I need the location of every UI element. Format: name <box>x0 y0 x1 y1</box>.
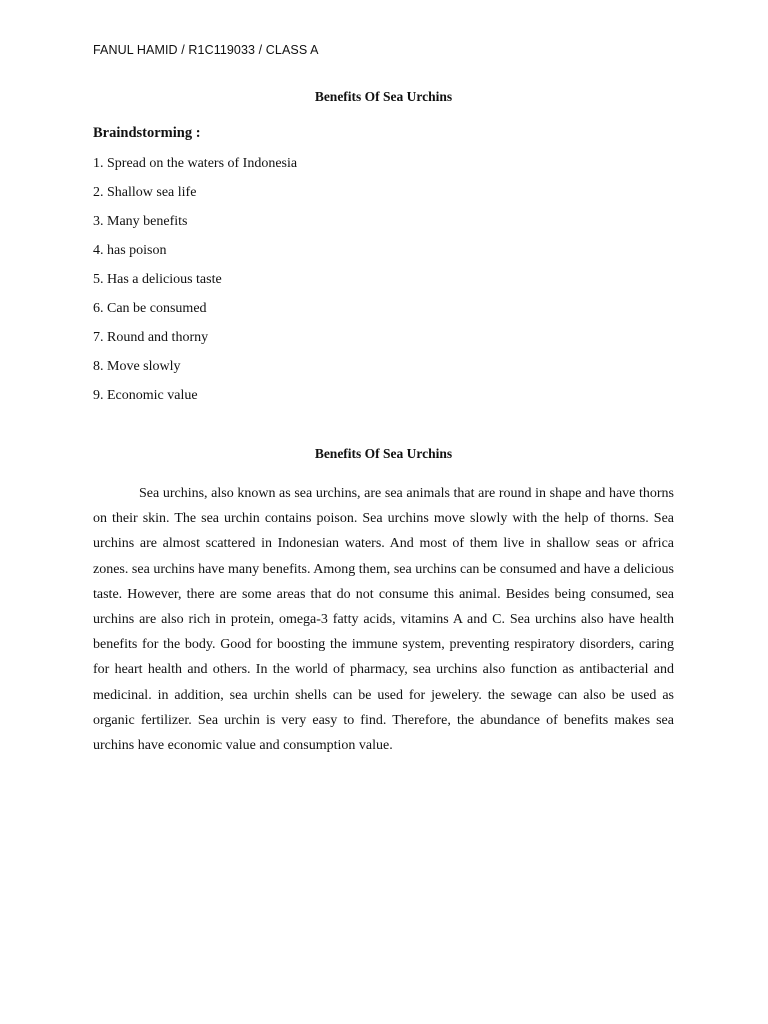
list-item: 8. Move slowly <box>93 359 181 374</box>
list-item: 2. Shallow sea life <box>93 185 197 200</box>
list-item: 1. Spread on the waters of Indonesia <box>93 156 298 171</box>
list-item: 6. Can be consumed <box>93 301 207 316</box>
brainstorming-list <box>93 156 297 417</box>
list-item: 5. Has a delicious taste <box>93 272 222 287</box>
brainstorming-label: Braindstorming : <box>93 125 201 141</box>
page-header: FANUL HAMID / R1C119033 / CLASS A <box>93 43 319 57</box>
list-item: 4. has poison <box>93 243 167 258</box>
list-item: 9. Economic value <box>93 388 198 403</box>
body-paragraph: Sea urchins, also known as sea urchins, are sea animals that are round in shape and have thorns on their skin. The sea urchin contains poison. Sea urchins move slowly with the help of thorns. Sea urchins are almost scattered in Indonesian waters. And most of them live in shallow seas or africa zones. sea urchins have many benefits. Among them, sea urchins can be consumed and have a delicious taste. However, there are some areas that do not consume this animal. Besides being consumed, sea urchins are also rich in protein, omega-3 fatty acids, vitamins A and C. Sea urchins also have health benefits for the body. Good for boosting the immune system, preventing respiratory disorders, caring for heart health and others. In the world of pharmacy, sea urchins also function as antibacterial and medicinal. in addition, sea urchin shells can be used for jewelery. the sewage can also be used as organic fertilizer. Sea urchin is very easy to find. Therefore, the abundance of benefits makes sea urchins have economic value and consumption value. <box>93 486 674 754</box>
section-title: Benefits Of Sea Urchins <box>314 446 453 461</box>
list-item: 3. Many benefits <box>93 214 188 229</box>
document-title: Benefits Of Sea Urchins <box>314 89 453 104</box>
list-item: 7. Round and thorny <box>93 330 209 345</box>
